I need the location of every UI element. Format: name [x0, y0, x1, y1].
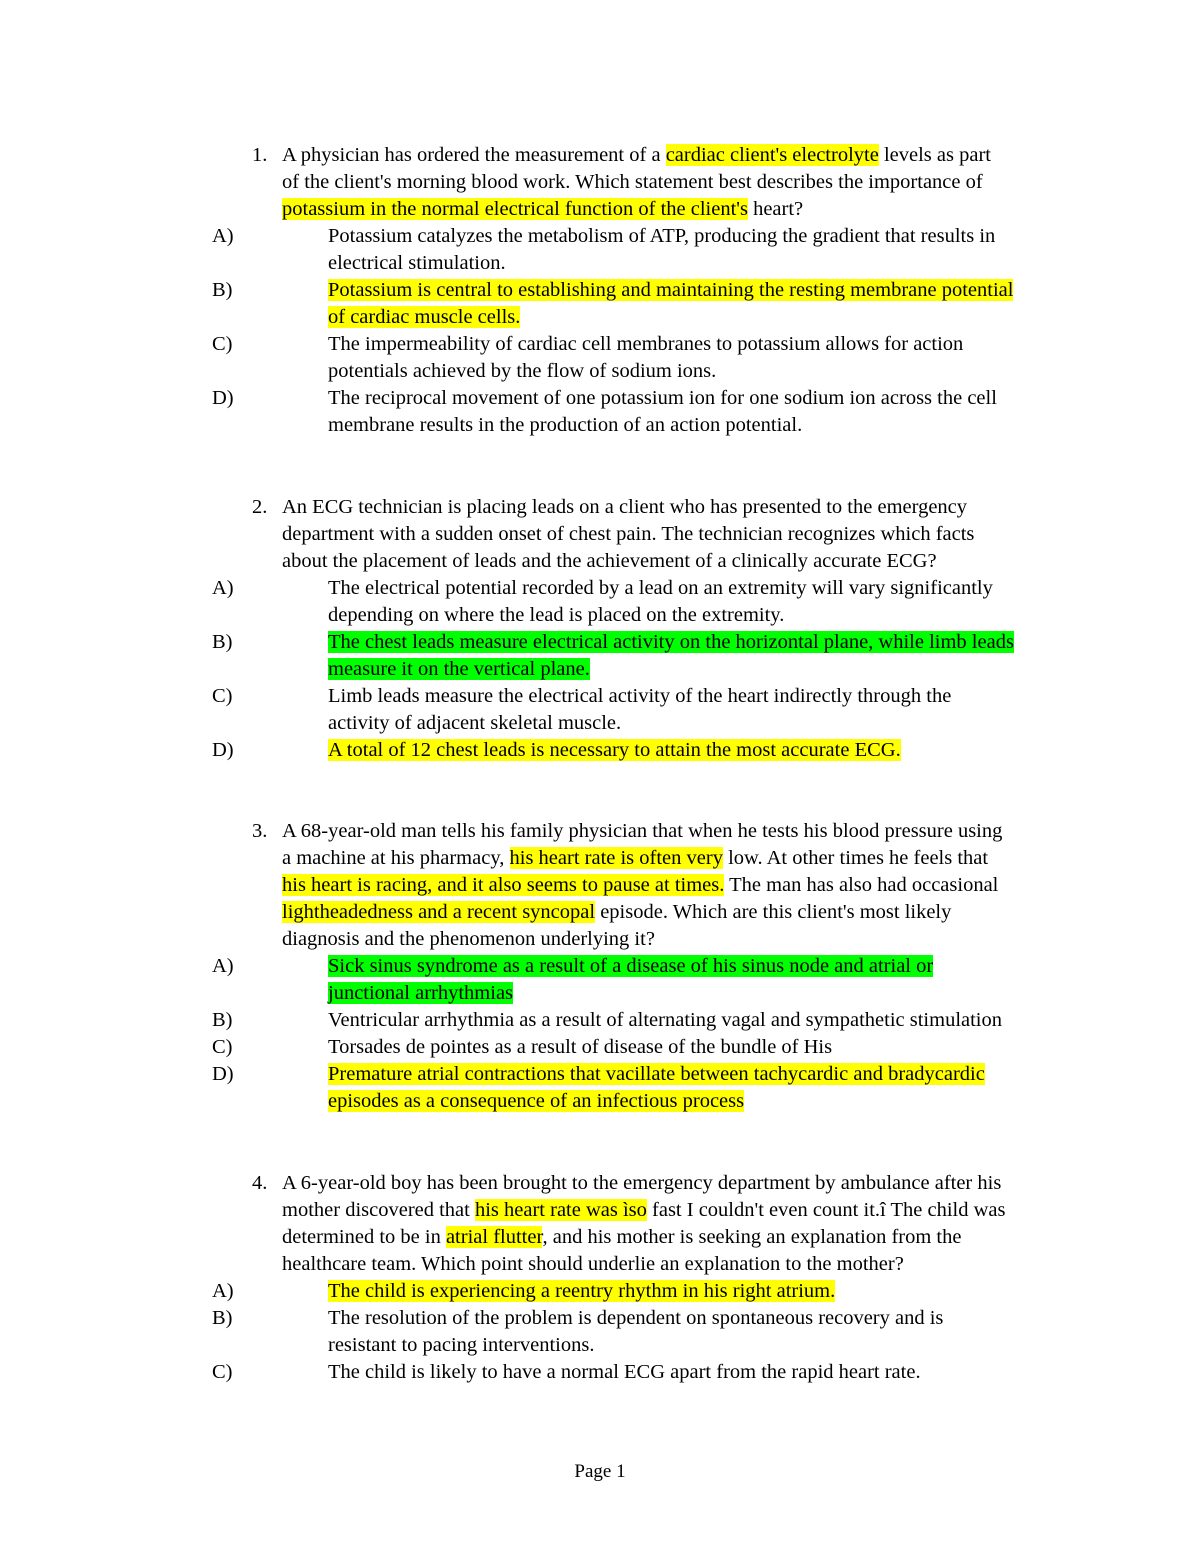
- option-text-line: [328, 1007, 1002, 1034]
- question-stem-line: [282, 872, 998, 899]
- option-letter: B): [212, 1009, 233, 1031]
- text-run: The man has also had occasional: [724, 874, 999, 896]
- text-run: The child is likely to have a normal ECG apart from the rapid heart rate.: [328, 1361, 921, 1383]
- option-text-line: [328, 250, 506, 277]
- highlighted-text: his heart is racing, and it also seems to pause at times.: [282, 874, 725, 896]
- option-letter: A): [212, 577, 234, 599]
- option-text-line: [328, 304, 520, 331]
- text-run: An ECG technician is placing leads on a client who has presented to the emergency: [282, 496, 968, 518]
- question-stem-line: [282, 1197, 1005, 1224]
- question-stem-line: [282, 1251, 904, 1278]
- option-text-line: [328, 602, 784, 629]
- question-stem-line: [282, 818, 1002, 845]
- option-text-line: [328, 1088, 744, 1115]
- option-letter: C): [212, 333, 233, 355]
- option-text-line: [328, 683, 951, 710]
- option-letter: D): [212, 739, 234, 761]
- option-letter: D): [212, 1063, 234, 1085]
- option-letter: B): [212, 1307, 233, 1329]
- option-text-line: [328, 1332, 594, 1359]
- option-text-line: [328, 737, 901, 764]
- question-number: 2.: [252, 496, 268, 518]
- text-run: A physician has ordered the measurement of a: [282, 144, 666, 166]
- option-text-line: [328, 223, 995, 250]
- text-run: membrane results in the production of an action potential.: [328, 414, 803, 436]
- text-run: diagnosis and the phenomenon underlying it?: [282, 928, 655, 950]
- text-run: levels as part: [878, 144, 991, 166]
- highlighted-text: his heart rate is often very: [509, 847, 723, 869]
- option-letter: B): [212, 631, 233, 653]
- option-text-line: [328, 412, 802, 439]
- text-run: The resolution of the problem is dependent on spontaneous recovery and is: [328, 1307, 944, 1329]
- answer-highlight: Sick sinus syndrome as a result of a disease of his sinus node and atrial or: [328, 955, 934, 977]
- highlighted-text: A total of 12 chest leads is necessary to attain the most accurate ECG.: [328, 739, 901, 761]
- option-letter: B): [212, 279, 233, 301]
- text-run: mother discovered that: [282, 1199, 475, 1221]
- text-run: Torsades de pointes as a result of disease of the bundle of His: [328, 1036, 833, 1058]
- option-text-line: [328, 358, 716, 385]
- option-letter: C): [212, 1361, 233, 1383]
- text-run: healthcare team. Which point should underlie an explanation to the mother?: [282, 1253, 904, 1275]
- text-run: fast I couldn't even count it.î The child was: [646, 1199, 1006, 1221]
- question-stem-line: [282, 548, 937, 575]
- option-letter: A): [212, 955, 234, 977]
- text-run: electrical stimulation.: [328, 252, 506, 274]
- text-run: activity of adjacent skeletal muscle.: [328, 712, 622, 734]
- question-number: 4.: [252, 1172, 268, 1194]
- highlighted-text: lightheadedness and a recent syncopal: [282, 901, 596, 923]
- answer-highlight: junctional arrhythmias: [328, 982, 514, 1004]
- question-number: 3.: [252, 820, 268, 842]
- highlighted-text: of cardiac muscle cells.: [328, 306, 521, 328]
- highlighted-text: potassium in the normal electrical function of the client's: [282, 198, 748, 220]
- option-text-line: [328, 953, 933, 980]
- option-text-line: [328, 980, 513, 1007]
- option-text-line: [328, 656, 590, 683]
- text-run: The impermeability of cardiac cell membranes to potassium allows for action: [328, 333, 964, 355]
- text-run: heart?: [747, 198, 804, 220]
- text-run: Ventricular arrhythmia as a result of alternating vagal and sympathetic stimulation: [328, 1009, 1003, 1031]
- text-run: determined to be in: [282, 1226, 446, 1248]
- text-run: department with a sudden onset of chest pain. The technician recognizes which facts: [282, 523, 975, 545]
- text-run: A 68-year-old man tells his family physician that when he tests his blood pressure using: [282, 820, 1003, 842]
- text-run: episode. Which are this client's most likely: [595, 901, 952, 923]
- text-run: The reciprocal movement of one potassium ion for one sodium ion across the cell: [328, 387, 997, 409]
- option-letter: C): [212, 685, 233, 707]
- option-text-line: [328, 1359, 921, 1386]
- highlighted-text: Premature atrial contractions that vacillate between tachycardic and bradycardic: [328, 1063, 985, 1085]
- option-letter: A): [212, 1280, 234, 1302]
- option-text-line: [328, 1061, 985, 1088]
- option-text-line: [328, 1278, 835, 1305]
- option-letter: D): [212, 387, 234, 409]
- question-stem-line: [282, 142, 991, 169]
- text-run: Potassium catalyzes the metabolism of ATP, producing the gradient that results in: [328, 225, 996, 247]
- question-stem-line: [282, 521, 974, 548]
- text-run: low. At other times he feels that: [722, 847, 989, 869]
- option-letter: C): [212, 1036, 233, 1058]
- text-run: A 6-year-old boy has been brought to the emergency department by ambulance after his: [282, 1172, 1002, 1194]
- option-letter: A): [212, 225, 234, 247]
- question-stem-line: [282, 196, 803, 223]
- answer-highlight: The chest leads measure electrical activity on the horizontal plane, while limb leads: [328, 631, 1014, 653]
- question-stem-line: [282, 1224, 961, 1251]
- question-stem-line: [282, 899, 951, 926]
- answer-highlight: measure it on the vertical plane.: [328, 658, 590, 680]
- question-number: 1.: [252, 144, 268, 166]
- page-number: Page 1: [574, 1461, 626, 1482]
- text-run: a machine at his pharmacy,: [282, 847, 510, 869]
- text-run: Limb leads measure the electrical activity of the heart indirectly through the: [328, 685, 952, 707]
- text-run: depending on where the lead is placed on the extremity.: [328, 604, 785, 626]
- question-stem-line: [282, 1170, 1001, 1197]
- question-stem-line: [282, 845, 988, 872]
- highlighted-text: Potassium is central to establishing and maintaining the resting membrane potential: [328, 279, 1014, 301]
- highlighted-text: The child is experiencing a reentry rhythm in his right atrium.: [328, 1280, 836, 1302]
- option-text-line: [328, 385, 997, 412]
- text-run: potentials achieved by the flow of sodium ions.: [328, 360, 717, 382]
- option-text-line: [328, 331, 963, 358]
- highlighted-text: episodes as a consequence of an infectious process: [328, 1090, 745, 1112]
- option-text-line: [328, 575, 993, 602]
- highlighted-text: cardiac client's electrolyte: [665, 144, 879, 166]
- option-text-line: [328, 1034, 832, 1061]
- question-stem-line: [282, 926, 655, 953]
- highlighted-text: atrial flutter: [445, 1226, 543, 1248]
- option-text-line: [328, 277, 1013, 304]
- text-run: resistant to pacing interventions.: [328, 1334, 595, 1356]
- option-text-line: [328, 629, 1014, 656]
- text-run: about the placement of leads and the achievement of a clinically accurate ECG?: [282, 550, 937, 572]
- highlighted-text: his heart rate was ìso: [474, 1199, 647, 1221]
- text-run: The electrical potential recorded by a lead on an extremity will vary significantly: [328, 577, 993, 599]
- text-run: , and his mother is seeking an explanation from the: [542, 1226, 962, 1248]
- option-text-line: [328, 710, 621, 737]
- text-run: of the client's morning blood work. Which statement best describes the importance of: [282, 171, 983, 193]
- question-stem-line: [282, 169, 983, 196]
- question-stem-line: [282, 494, 967, 521]
- option-text-line: [328, 1305, 943, 1332]
